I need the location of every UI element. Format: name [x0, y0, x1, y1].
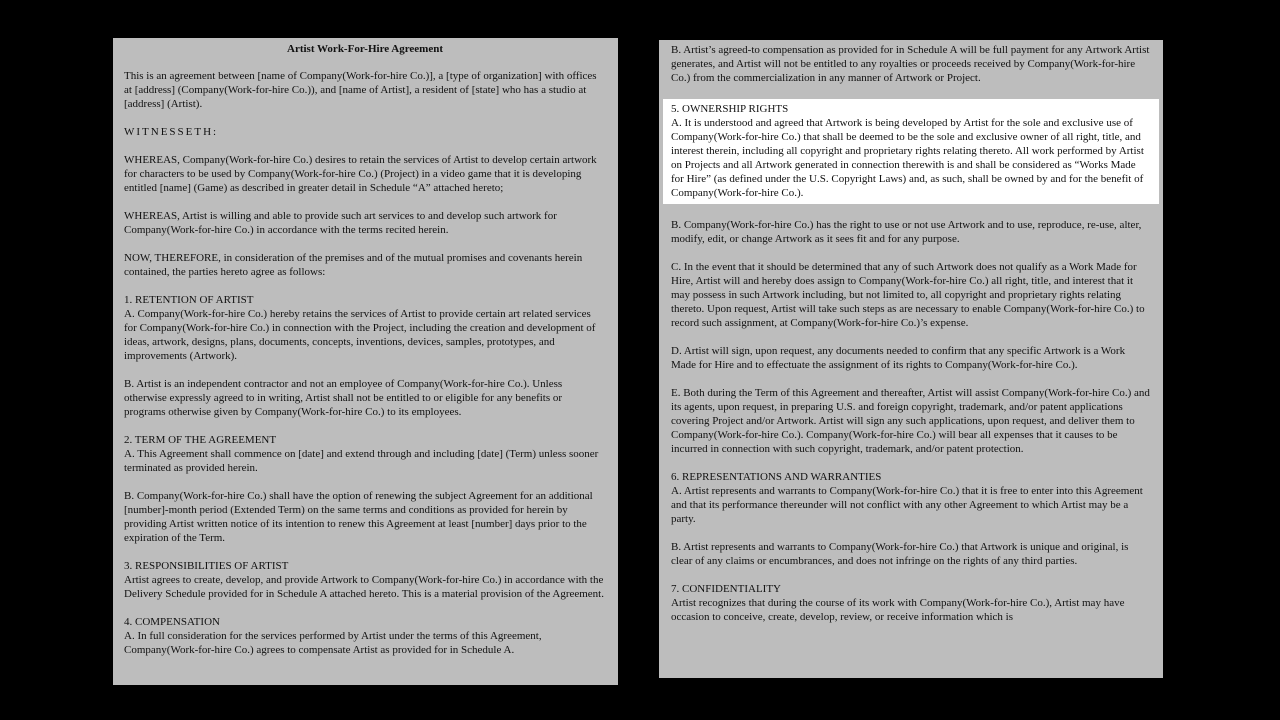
section-3-heading: 3. RESPONSIBILITIES OF ARTIST — [124, 560, 289, 572]
highlighted-section-5 — [663, 99, 1159, 204]
section-5-clause-e: E. Both during the Term of this Agreement and thereafter, Artist will assist Company(Work-for-hire Co.) and its agents, upon request, in preparing U.S. and foreign copyright, trademark, and/or patent applications covering Project and/or Artwork. Artist will sign any such applications, upon request, and deliver them to Company(Work-for-hire Co.). Company(Work-for-hire Co.) will bear all expenses that it causes to be incurred in connection with such copyright, trademark, and/or patent protection. — [671, 387, 1150, 455]
section-2-clause-a: A. This Agreement shall commence on [date] and extend through and including [date] (Term) unless sooner terminated as provided herein. — [124, 448, 599, 474]
section-2-heading: 2. TERM OF THE AGREEMENT — [124, 434, 277, 446]
intro-paragraph: This is an agreement between [name of Company(Work-for-hire Co.)], a [type of organization] with offices at [address] (Company(Work-for-hire Co.)), and [name of Artist], a resident of [state] who has a studio at [address] (Artist). — [124, 70, 597, 110]
section-4-clause-b: B. Artist’s agreed-to compensation as provided for in Schedule A will be full payment for any Artwork Artist generates, and Artist will not be entitled to any royalties or proceeds received by Company(Work-for-hire Co.) from the commercialization in any manner of Artwork or Project. — [671, 44, 1150, 84]
section-5-heading: 5. OWNERSHIP RIGHTS — [671, 103, 789, 115]
whereas-paragraph-1: WHEREAS, Company(Work-for-hire Co.) desires to retain the services of Artist to develop certain artwork for characters to be used by Company(Work-for-hire Co.) (Project) in a video game that it is developing entitled [name] (Game) as described in greater detail in Schedule “A” attached hereto; — [124, 154, 597, 194]
section-7-body: Artist recognizes that during the course of its work with Company(Work-for-hire Co.), Artist may have occasion to conceive, create, develop, review, or receive information which is — [671, 597, 1125, 623]
document-page-right — [659, 40, 1163, 678]
section-5-clause-a: A. It is understood and agreed that Artwork is being developed by Artist for the sole and exclusive use of Company(Work-for-hire Co.) that shall be deemed to be the sole and exclusive owner of all right, title, and interest therein, including all copyright and proprietary rights relating thereto. All work performed by Artist on Projects and all Artwork generated in connection therewith is and shall be considered as “Works Made for Hire” (as defined under the U.S. Copyright Laws) and, as such, shall be owned by and for the benefit of Company(Work-for-hire Co.). — [671, 117, 1144, 199]
section-5-clause-d: D. Artist will sign, upon request, any documents needed to confirm that any specific Artwork is a Work Made for Hire and to effectuate the assignment of its rights to Company(Work-for-hire Co.). — [671, 345, 1126, 371]
section-6-heading: 6. REPRESENTATIONS AND WARRANTIES — [671, 471, 882, 483]
section-1-clause-a: A. Company(Work-for-hire Co.) hereby retains the services of Artist to provide certain art related services for Company(Work-for-hire Co.) in connection with the Project, including the creation and development of ideas, artwork, designs, plans, documents, concepts, inventions, devices, samples, prototypes, and improvements (Artwork). — [124, 308, 596, 362]
section-3-body: Artist agrees to create, develop, and provide Artwork to Company(Work-for-hire Co.) in accordance with the Delivery Schedule provided for in Schedule A attached hereto. This is a material provision of the Agreement. — [124, 574, 604, 600]
now-therefore-paragraph: NOW, THEREFORE, in consideration of the premises and of the mutual promises and covenants herein contained, the parties hereto agree as follows: — [124, 252, 583, 278]
section-6-clause-a: A. Artist represents and warrants to Company(Work-for-hire Co.) that it is free to enter into this Agreement and that its performance thereunder will not conflict with any other Agreement to which Artist may be a party. — [671, 485, 1143, 525]
section-1-heading: 1. RETENTION OF ARTIST — [124, 294, 254, 306]
section-4-clause-a: A. In full consideration for the services performed by Artist under the terms of this Agreement, Company(Work-for-hire Co.) agrees to compensate Artist as provided for in Schedule A. — [124, 630, 542, 656]
witnesseth-heading: WITNESSETH: — [124, 126, 219, 138]
section-1-clause-b: B. Artist is an independent contractor and not an employee of Company(Work-for-hire Co.). Unless otherwise expressly agreed to in writing, Artist shall not be entitled to or eligible for any benefits or programs otherwise given by Company(Work-for-hire Co.) to its employees. — [124, 378, 563, 418]
section-2-clause-b: B. Company(Work-for-hire Co.) shall have the option of renewing the subject Agreement for an additional [number]-month period (Extended Term) on the same terms and conditions as provided for herein by providing Artist written notice of its intention to renew this Agreement at least [number] days prior to the expiration of the Term. — [124, 490, 593, 544]
document-page-left — [113, 38, 618, 685]
section-5-clause-b: B. Company(Work-for-hire Co.) has the right to use or not use Artwork and to use, reproduce, re-use, alter, modify, edit, or change Artwork as it sees fit and for any purpose. — [671, 219, 1142, 245]
section-5-clause-c: C. In the event that it should be determined that any of such Artwork does not qualify as a Work Made for Hire, Artist will and hereby does assign to Company(Work-for-hire Co.) all right, title, and interest that it may possess in such Artwork including, but not limited to, all copyright and proprietary rights relating thereto. Upon request, Artist will take such steps as are necessary to enable Company(Work-for-hire Co.) to record such assignment, at Company(Work-for-hire Co.)’s expense. — [671, 261, 1145, 329]
whereas-paragraph-2: WHEREAS, Artist is willing and able to provide such art services to and develop such artwork for Company(Work-for-hire Co.) in accordance with the terms recited herein. — [124, 210, 557, 236]
section-7-heading: 7. CONFIDENTIALITY — [671, 583, 781, 595]
section-4-heading: 4. COMPENSATION — [124, 616, 220, 628]
section-6-clause-b: B. Artist represents and warrants to Company(Work-for-hire Co.) that Artwork is unique and original, is clear of any claims or encumbrances, and does not infringe on the rights of any third parties. — [671, 541, 1129, 567]
document-title: Artist Work-For-Hire Agreement — [287, 43, 443, 55]
